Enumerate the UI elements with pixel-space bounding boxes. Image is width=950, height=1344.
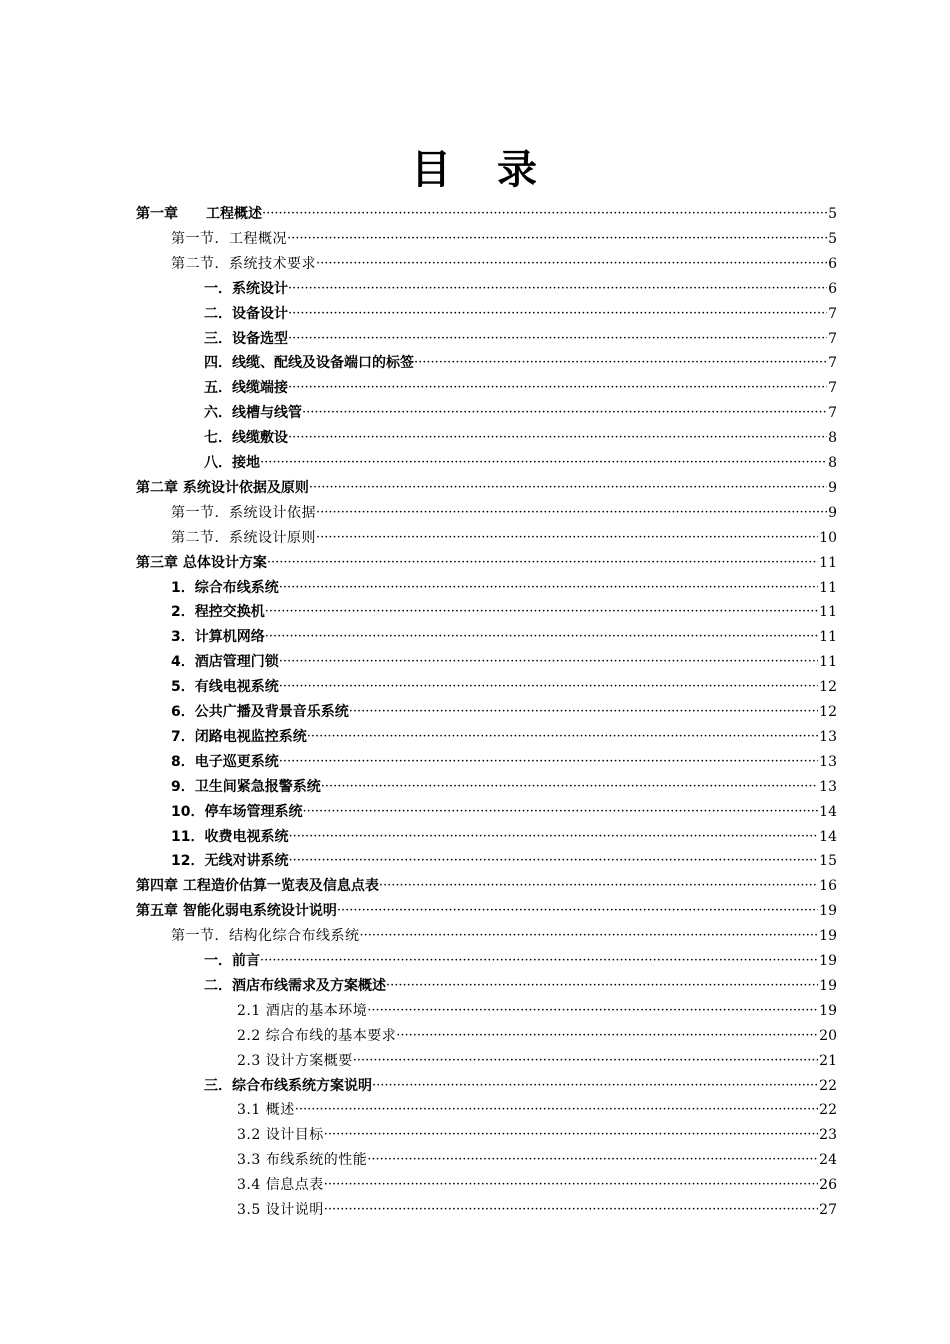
toc-leader-dots	[279, 677, 818, 697]
toc-title	[0, 142, 950, 198]
toc-leader-dots	[267, 553, 818, 573]
toc-entry-page: 12	[819, 704, 837, 720]
toc-entry-page: 10	[819, 529, 837, 546]
toc-entry-page: 24	[819, 1152, 837, 1169]
toc-entry-label: 五．线缆端接	[204, 380, 288, 397]
toc-entry[interactable]	[0, 300, 950, 324]
toc-entry-page: 7	[828, 405, 837, 422]
toc-leader-dots	[288, 428, 827, 448]
toc-leader-dots	[302, 802, 818, 822]
toc-entry[interactable]	[0, 947, 950, 971]
toc-leader-dots	[316, 528, 818, 548]
toc-entry-label: 第一章 工程概述	[136, 206, 262, 222]
toc-leader-dots	[321, 777, 818, 797]
toc-leader-dots	[288, 329, 827, 349]
toc-entry-label: 12．无线对讲系统	[171, 853, 289, 870]
toc-entry[interactable]	[0, 325, 950, 349]
toc-entry[interactable]	[0, 623, 950, 647]
toc-entry[interactable]	[0, 424, 950, 448]
toc-entry[interactable]	[0, 449, 950, 473]
toc-entry-label: 2.3 设计方案概要	[237, 1052, 353, 1069]
toc-leader-dots	[260, 453, 827, 473]
toc-entry[interactable]	[0, 748, 950, 772]
toc-entry[interactable]	[0, 1096, 950, 1120]
toc-entry-page: 13	[819, 778, 837, 795]
toc-leader-dots	[316, 254, 827, 274]
toc-leader-dots	[324, 1200, 818, 1220]
toc-entry-page: 8	[828, 455, 837, 471]
toc-leader-dots	[324, 1175, 818, 1195]
toc-leader-dots	[265, 602, 818, 622]
toc-entry[interactable]	[0, 1121, 950, 1145]
toc-entry-label: 三．设备选型	[204, 330, 288, 347]
toc-entry-page: 15	[819, 853, 837, 870]
toc-leader-dots	[379, 876, 818, 896]
toc-leader-dots	[260, 951, 818, 971]
toc-entry-page: 6	[828, 280, 837, 297]
toc-entry[interactable]	[0, 1047, 950, 1071]
toc-entry-label: 5．有线电视系统	[171, 679, 279, 696]
toc-entry-label: 1．综合布线系统	[171, 579, 279, 596]
toc-entry-page: 5	[828, 206, 837, 222]
toc-leader-dots	[302, 403, 827, 423]
toc-entry-page: 7	[828, 355, 837, 372]
toc-leader-dots	[367, 1001, 818, 1021]
toc-entry[interactable]	[0, 698, 950, 722]
toc-entry[interactable]	[0, 673, 950, 697]
toc-entry[interactable]	[0, 872, 950, 896]
toc-entry[interactable]	[0, 798, 950, 822]
toc-entry-label: 9．卫生间紧急报警系统	[171, 778, 321, 795]
toc-entry-label: 7．闭路电视监控系统	[171, 728, 307, 745]
toc-entry-page: 7	[828, 330, 837, 347]
toc-entry-label: 4．酒店管理门锁	[171, 654, 279, 671]
toc-entry[interactable]	[0, 474, 950, 498]
toc-entry-page: 9	[828, 504, 837, 521]
toc-entry[interactable]	[0, 225, 950, 249]
toc-entry[interactable]	[0, 598, 950, 622]
toc-entry-label: 3.3 布线系统的性能	[237, 1152, 368, 1169]
toc-title-char-2: 录	[497, 147, 539, 193]
toc-entry-label: 3.5 设计说明	[237, 1202, 324, 1218]
toc-entry-label: 第四章 工程造价估算一览表及信息点表	[136, 878, 379, 895]
toc-entry[interactable]	[0, 773, 950, 797]
toc-entry-page: 27	[819, 1202, 837, 1218]
toc-entry-page: 8	[828, 430, 837, 447]
toc-entry-page: 19	[819, 977, 837, 994]
toc-entry-page: 20	[819, 1027, 837, 1044]
toc-entry[interactable]	[0, 897, 950, 921]
toc-leader-dots	[324, 1125, 818, 1145]
toc-entry-label: 3.4 信息点表	[237, 1177, 324, 1194]
toc-leader-dots	[288, 304, 827, 324]
toc-entry-label: 11．收费电视系统	[171, 828, 289, 845]
toc-entry-label: 八．接地	[204, 455, 260, 471]
toc-entry-page: 7	[828, 380, 837, 397]
toc-entry-page: 19	[819, 903, 837, 920]
toc-entry-page: 11	[819, 554, 837, 571]
toc-entry-label: 2.1 酒店的基本环境	[237, 1002, 368, 1019]
toc-entry-label: 3.2 设计目标	[237, 1127, 324, 1144]
toc-entry-label: 第一节．工程概况	[171, 230, 287, 247]
toc-entry-page: 11	[819, 654, 837, 671]
toc-entry[interactable]	[0, 374, 950, 398]
toc-entry-page: 21	[819, 1052, 837, 1069]
toc-entry-page: 16	[819, 878, 837, 895]
toc-leader-dots	[288, 279, 827, 299]
toc-entry-label: 第二节．系统设计原则	[171, 529, 316, 546]
toc-entry-page: 13	[819, 753, 837, 770]
toc-entry-page: 13	[819, 728, 837, 745]
toc-entry-label: 第三章 总体设计方案	[136, 554, 267, 571]
toc-entry-page: 23	[819, 1127, 837, 1144]
toc-entry[interactable]	[0, 823, 950, 847]
toc-entry-page: 5	[828, 230, 837, 247]
toc-entry[interactable]	[0, 499, 950, 523]
toc-entry-page: 14	[819, 803, 837, 820]
toc-entry[interactable]	[0, 399, 950, 423]
toc-entry[interactable]	[0, 648, 950, 672]
toc-leader-dots	[360, 926, 819, 946]
toc-leader-dots	[386, 976, 818, 996]
toc-entry[interactable]	[0, 524, 950, 548]
toc-entry-label: 六．线槽与线管	[204, 405, 302, 422]
toc-entry-label: 第二章 系统设计依据及原则	[136, 479, 309, 496]
toc-entry-label: 第五章 智能化弱电系统设计说明	[136, 903, 337, 920]
toc-entry[interactable]	[0, 549, 950, 573]
toc-entry-label: 3．计算机网络	[171, 629, 265, 646]
toc-entry-label: 10．停车场管理系统	[171, 803, 303, 820]
toc-leader-dots	[372, 1076, 818, 1096]
toc-entry[interactable]	[0, 250, 950, 274]
toc-entry-page: 11	[819, 629, 837, 646]
toc-entry[interactable]	[0, 200, 950, 224]
toc-entry-label: 第二节．系统技术要求	[171, 255, 316, 272]
toc-entry-page: 9	[828, 479, 837, 496]
toc-entry-label: 3.1 概述	[237, 1102, 295, 1119]
toc-entry-label: 四．线缆、配线及设备端口的标签	[204, 355, 414, 372]
toc-leader-dots	[287, 229, 827, 249]
toc-leader-dots	[265, 627, 818, 647]
toc-entry-page: 6	[828, 255, 837, 272]
toc-entry-page: 19	[819, 1002, 837, 1019]
toc-entry-page: 22	[819, 1077, 837, 1094]
toc-leader-dots	[337, 901, 818, 921]
toc-leader-dots	[279, 652, 818, 672]
toc-entry-label: 三．综合布线系统方案说明	[204, 1077, 372, 1094]
toc-entry-page: 19	[819, 953, 837, 969]
toc-entry-label: 二．酒店布线需求及方案概述	[204, 977, 386, 994]
toc-entry-page: 12	[819, 679, 837, 696]
toc-leader-dots	[279, 752, 818, 772]
toc-title-char-1: 目	[411, 147, 453, 193]
toc-leader-dots	[414, 353, 827, 373]
toc-entry-page: 7	[828, 305, 837, 322]
toc-leader-dots	[309, 478, 827, 498]
toc-entry-page: 14	[819, 828, 837, 845]
toc-entry-label: 2．程控交换机	[171, 604, 265, 621]
toc-leader-dots	[307, 727, 818, 747]
toc-entry-page: 26	[819, 1177, 837, 1194]
toc-entry-label: 二．设备设计	[204, 305, 288, 322]
toc-leader-dots	[396, 1026, 818, 1046]
toc-entry[interactable]	[0, 1146, 950, 1170]
toc-entry-label: 一．系统设计	[204, 280, 288, 297]
toc-leader-dots	[288, 851, 818, 871]
toc-entry-page: 19	[819, 928, 837, 945]
toc-leader-dots	[295, 1100, 818, 1120]
toc-entry-label: 七．线缆敷设	[204, 430, 288, 447]
toc-entry[interactable]	[0, 275, 950, 299]
toc-entry[interactable]	[0, 997, 950, 1021]
toc-entry-page: 22	[819, 1102, 837, 1119]
toc-entry[interactable]	[0, 1196, 950, 1220]
toc-leader-dots	[288, 827, 818, 847]
toc-leader-dots	[288, 378, 827, 398]
toc-leader-dots	[279, 578, 818, 598]
toc-entry-label: 第一节．结构化综合布线系统	[171, 928, 360, 945]
toc-entry[interactable]	[0, 922, 950, 946]
toc-entry-page: 11	[819, 579, 837, 596]
toc-entry[interactable]	[0, 1171, 950, 1195]
toc-entry[interactable]	[0, 574, 950, 598]
toc-leader-dots	[353, 1051, 818, 1071]
toc-leader-dots	[367, 1150, 818, 1170]
toc-entry-label: 第一节．系统设计依据	[171, 504, 316, 521]
toc-entry[interactable]	[0, 723, 950, 747]
toc-entry-label: 8．电子巡更系统	[171, 753, 279, 770]
toc-entry[interactable]	[0, 349, 950, 373]
toc-entry-label: 一．前言	[204, 953, 260, 969]
toc-entry[interactable]	[0, 847, 950, 871]
toc-entry-label: 6．公共广播及背景音乐系统	[171, 704, 349, 720]
toc-entry-label: 2.2 综合布线的基本要求	[237, 1027, 397, 1044]
toc-leader-dots	[349, 702, 818, 722]
toc-entry[interactable]	[0, 972, 950, 996]
toc-entry-page: 11	[819, 604, 837, 621]
toc-leader-dots	[316, 503, 827, 523]
toc-entry[interactable]	[0, 1022, 950, 1046]
toc-entry[interactable]	[0, 1072, 950, 1096]
toc-leader-dots	[262, 204, 827, 224]
